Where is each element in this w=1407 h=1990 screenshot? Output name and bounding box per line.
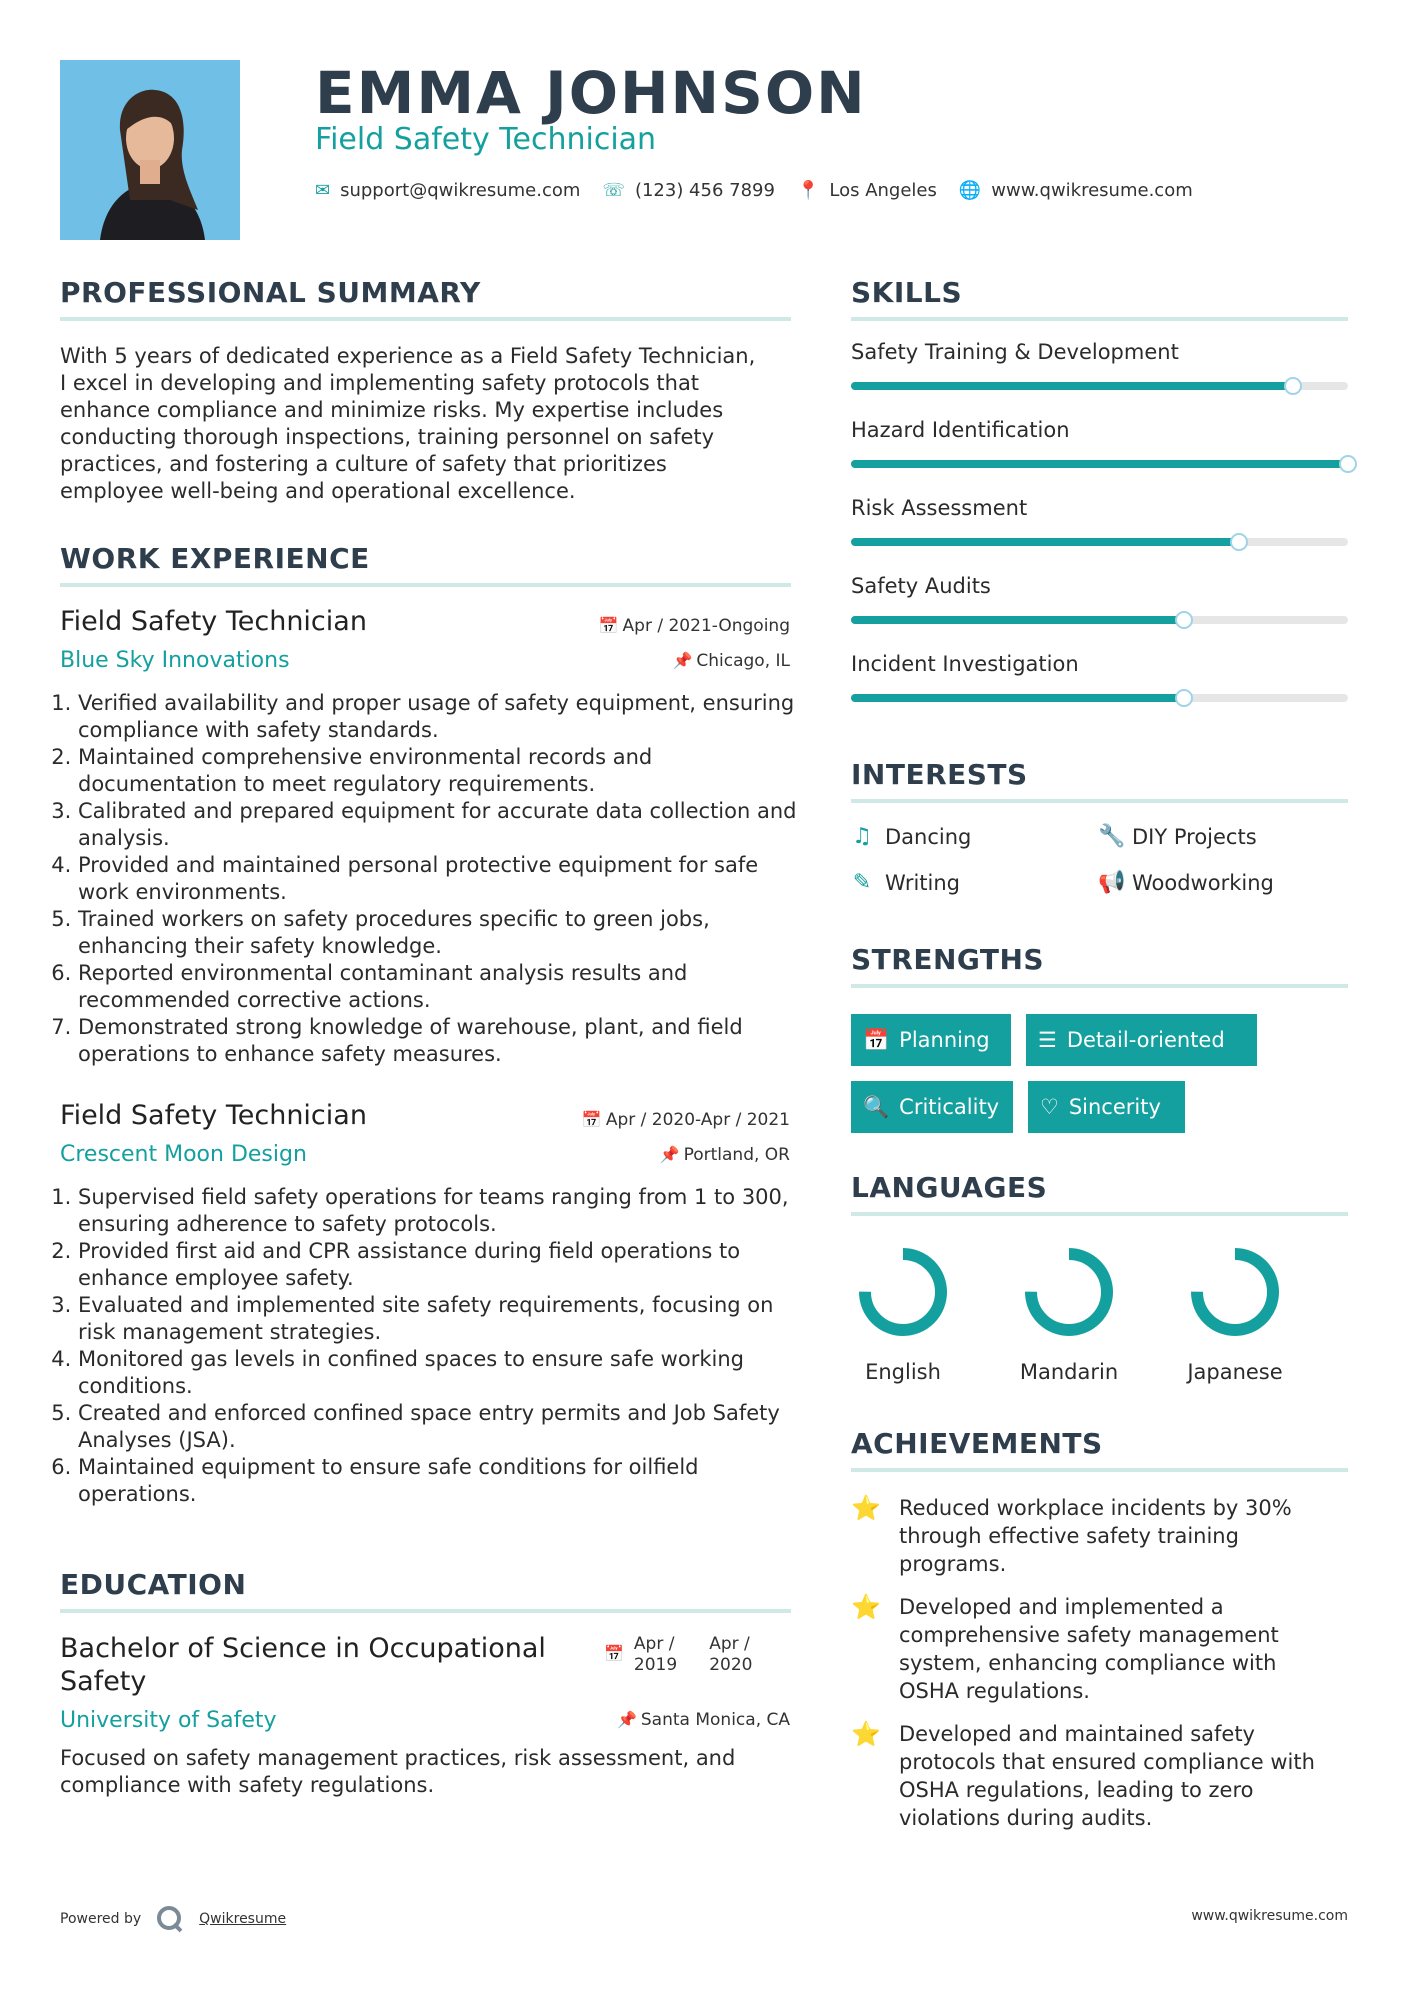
heart-icon: ♡ bbox=[1040, 1095, 1059, 1119]
education-dates bbox=[604, 1634, 752, 1676]
job-dates-text: Apr / 2020-Apr / 2021 bbox=[605, 1110, 790, 1130]
job-dates bbox=[582, 1110, 790, 1130]
summary-heading: PROFESSIONAL SUMMARY bbox=[60, 276, 791, 321]
achievement-line: comprehensive safety management bbox=[899, 1623, 1279, 1647]
achievement-item bbox=[851, 1494, 1348, 1578]
job-location bbox=[672, 651, 790, 671]
interest-item-woodworking bbox=[1098, 870, 1274, 895]
pencil-icon: ✎ bbox=[852, 870, 872, 895]
globe-icon: 🌐 bbox=[958, 180, 982, 201]
education-start bbox=[634, 1634, 677, 1676]
skill-bar bbox=[851, 694, 1348, 702]
job-company: Blue Sky Innovations bbox=[60, 648, 290, 673]
skill-item bbox=[851, 418, 1348, 468]
job-dates bbox=[599, 616, 790, 636]
degree-title bbox=[60, 1632, 546, 1698]
school-location bbox=[617, 1710, 790, 1730]
skill-label: Safety Training & Development bbox=[851, 340, 1179, 364]
languages-list bbox=[845, 1242, 1345, 1392]
summary-line: conducting thorough inspections, training personnel on safety bbox=[60, 425, 715, 449]
achievement-line: protocols that ensured compliance with bbox=[899, 1750, 1315, 1774]
achievements-heading: ACHIEVEMENTS bbox=[851, 1427, 1348, 1472]
interest-label: Dancing bbox=[885, 824, 972, 849]
contact-bar bbox=[315, 180, 1193, 201]
contact-email[interactable]: support@qwikresume.com bbox=[340, 180, 581, 201]
music-note-icon: ♫ bbox=[852, 824, 872, 849]
list-item: 2. Provided first aid and CPR assistance during field operations to enhance employee safety. bbox=[78, 1238, 813, 1292]
footer-powered-by bbox=[60, 1904, 286, 1934]
summary-text bbox=[60, 343, 800, 505]
strengths-heading: STRENGTHS bbox=[851, 943, 1348, 988]
language-label: Mandarin bbox=[1019, 1360, 1119, 1384]
contact-location: Los Angeles bbox=[829, 180, 937, 201]
languages-heading: LANGUAGES bbox=[851, 1171, 1348, 1216]
email-icon: ✉ bbox=[315, 180, 331, 201]
summary-line: With 5 years of dedicated experience as a Field Safety Technician, bbox=[60, 344, 756, 368]
skill-label: Safety Audits bbox=[851, 574, 991, 598]
skill-item bbox=[851, 496, 1348, 546]
degree-line: Safety bbox=[60, 1666, 147, 1697]
job-location-text: Chicago, IL bbox=[696, 651, 790, 671]
list-item: 5. Created and enforced confined space entry permits and Job Safety Analyses (JSA). bbox=[78, 1400, 813, 1454]
strength-chip-detail bbox=[1026, 1014, 1257, 1066]
contact-website[interactable]: www.qwikresume.com bbox=[991, 180, 1193, 201]
language-ring bbox=[1011, 1242, 1141, 1342]
star-icon: ⭐ bbox=[851, 1593, 881, 1621]
date-part: 2019 bbox=[633, 1655, 678, 1675]
date-part: 2020 bbox=[709, 1655, 753, 1675]
strength-label: Detail-oriented bbox=[1066, 1028, 1225, 1052]
qwikresume-logo-icon bbox=[155, 1904, 185, 1934]
skill-bar-knob bbox=[1284, 377, 1302, 395]
footer-website[interactable]: www.qwikresume.com bbox=[1191, 1908, 1348, 1924]
skill-bar-knob bbox=[1175, 689, 1193, 707]
skill-bar bbox=[851, 538, 1348, 546]
list-item: 7. Demonstrated strong knowledge of warehouse, plant, and field operations to enhance safety measures. bbox=[78, 1014, 813, 1068]
phone-icon: ☏ bbox=[602, 180, 625, 201]
school-location-text: Santa Monica, CA bbox=[640, 1710, 790, 1730]
achievement-line: system, enhancing compliance with bbox=[899, 1651, 1277, 1675]
achievement-line: OSHA regulations. bbox=[899, 1679, 1090, 1703]
school-name: University of Safety bbox=[60, 1708, 277, 1733]
experience-heading: WORK EXPERIENCE bbox=[60, 542, 791, 587]
language-item bbox=[1177, 1242, 1307, 1384]
job-dates-text: Apr / 2021-Ongoing bbox=[622, 616, 790, 636]
achievement-item bbox=[851, 1593, 1348, 1705]
pin-icon: 📌 bbox=[616, 1710, 637, 1729]
brand-link[interactable]: Qwikresume bbox=[199, 1911, 287, 1927]
skill-bar-knob bbox=[1175, 611, 1193, 629]
strength-chip-criticality bbox=[851, 1081, 1013, 1133]
star-icon: ⭐ bbox=[851, 1720, 881, 1748]
star-icon: ⭐ bbox=[851, 1494, 881, 1522]
language-label: Japanese bbox=[1187, 1360, 1283, 1384]
list-item: 6. Maintained equipment to ensure safe conditions for oilfield operations. bbox=[78, 1454, 813, 1508]
education-desc-line: Focused on safety management practices, risk assessment, and bbox=[60, 1746, 736, 1770]
achievement-line: programs. bbox=[899, 1552, 1007, 1576]
education-desc-line: compliance with safety regulations. bbox=[60, 1773, 435, 1797]
job-location-text: Portland, OR bbox=[683, 1145, 790, 1165]
interest-item-dancing bbox=[851, 824, 971, 849]
job-title: Field Safety Technician bbox=[60, 1100, 367, 1131]
achievement-item bbox=[851, 1720, 1348, 1832]
language-ring bbox=[845, 1242, 975, 1342]
candidate-name: EMMA JOHNSON bbox=[315, 59, 867, 127]
skill-label: Hazard Identification bbox=[851, 418, 1070, 442]
skill-item bbox=[851, 652, 1348, 702]
interest-label: DIY Projects bbox=[1132, 824, 1257, 849]
degree-line: Bachelor of Science in Occupational bbox=[60, 1633, 546, 1664]
summary-line: I excel in developing and implementing safety protocols that bbox=[60, 371, 700, 395]
skill-bar bbox=[851, 616, 1348, 624]
skill-bar-knob bbox=[1230, 533, 1248, 551]
achievement-line: Developed and maintained safety bbox=[899, 1722, 1255, 1746]
list-item: 3. Evaluated and implemented site safety requirements, focusing on risk management strategies. bbox=[78, 1292, 813, 1346]
list-item: 1. Supervised field safety operations for teams ranging from 1 to 300, ensuring adherence to safety protocols. bbox=[78, 1184, 813, 1238]
skill-label: Risk Assessment bbox=[851, 496, 1028, 520]
language-item bbox=[845, 1242, 975, 1384]
language-ring bbox=[1177, 1242, 1307, 1342]
job-duties-list bbox=[60, 690, 813, 1068]
interest-item-writing bbox=[851, 870, 960, 895]
skill-label: Incident Investigation bbox=[851, 652, 1079, 676]
strength-chip-sincerity bbox=[1028, 1081, 1185, 1133]
education-end bbox=[709, 1634, 752, 1676]
education-description bbox=[60, 1745, 800, 1799]
interest-item-diy bbox=[1098, 824, 1257, 849]
language-item bbox=[1011, 1242, 1141, 1384]
achievement-text bbox=[899, 1593, 1279, 1705]
skill-item bbox=[851, 574, 1348, 624]
skill-item bbox=[851, 340, 1348, 390]
list-item: 2. Maintained comprehensive environmental records and documentation to meet regulatory requirements. bbox=[78, 744, 813, 798]
calendar-icon: 📅 bbox=[604, 1644, 624, 1663]
candidate-role: Field Safety Technician bbox=[315, 122, 657, 157]
interests-heading: INTERESTS bbox=[851, 758, 1348, 803]
strength-label: Planning bbox=[899, 1028, 990, 1052]
achievement-line: Reduced workplace incidents by 30% bbox=[899, 1496, 1292, 1520]
list-item: 1. Verified availability and proper usage of safety equipment, ensuring compliance with safety standards. bbox=[78, 690, 813, 744]
summary-line: employee well-being and operational excellence. bbox=[60, 479, 576, 503]
pin-icon: 📌 bbox=[672, 651, 693, 670]
skill-bar-fill bbox=[851, 616, 1184, 624]
job-title: Field Safety Technician bbox=[60, 606, 367, 637]
skill-bar-fill bbox=[851, 460, 1348, 468]
calendar-icon: 📅 bbox=[598, 616, 619, 635]
megaphone-icon: 📢 bbox=[1098, 870, 1126, 895]
summary-line: practices, and fostering a culture of safety that prioritizes bbox=[60, 452, 667, 476]
strength-label: Criticality bbox=[899, 1095, 1000, 1119]
date-part: Apr / bbox=[709, 1634, 750, 1654]
achievement-text bbox=[899, 1494, 1292, 1578]
list-item: 3. Calibrated and prepared equipment for accurate data collection and analysis. bbox=[78, 798, 813, 852]
skill-bar-fill bbox=[851, 382, 1293, 390]
location-pin-icon: 📍 bbox=[796, 180, 820, 201]
job-company: Crescent Moon Design bbox=[60, 1142, 307, 1167]
strength-chip-planning bbox=[851, 1014, 1011, 1066]
skill-bar bbox=[851, 382, 1348, 390]
search-icon: 🔍 bbox=[863, 1094, 890, 1119]
pin-icon: 📌 bbox=[659, 1145, 680, 1164]
skill-bar-fill bbox=[851, 694, 1184, 702]
powered-by-text: Powered by bbox=[60, 1911, 142, 1927]
skill-bar-fill bbox=[851, 538, 1239, 546]
skill-bar-knob bbox=[1339, 455, 1357, 473]
list-item: 6. Reported environmental contaminant analysis results and recommended corrective actions. bbox=[78, 960, 813, 1014]
calendar-icon: 📅 bbox=[581, 1110, 602, 1129]
job-duties-list bbox=[60, 1184, 813, 1508]
contact-phone[interactable]: (123) 456 7899 bbox=[634, 180, 775, 201]
list-item: 5. Trained workers on safety procedures specific to green jobs, enhancing their safety knowledge. bbox=[78, 906, 813, 960]
achievement-text bbox=[899, 1720, 1315, 1832]
list-item: 4. Monitored gas levels in confined spaces to ensure safe working conditions. bbox=[78, 1346, 813, 1400]
interest-label: Writing bbox=[885, 870, 960, 895]
list-item: 4. Provided and maintained personal protective equipment for safe work environments. bbox=[78, 852, 813, 906]
achievement-line: OSHA regulations, leading to zero bbox=[899, 1778, 1254, 1802]
wrench-icon: 🔧 bbox=[1098, 824, 1126, 849]
strength-label: Sincerity bbox=[1068, 1095, 1161, 1119]
interest-label: Woodworking bbox=[1132, 870, 1274, 895]
skills-heading: SKILLS bbox=[851, 276, 1348, 321]
achievement-line: through effective safety training bbox=[899, 1524, 1239, 1548]
profile-photo bbox=[60, 60, 240, 240]
date-part: Apr / bbox=[633, 1634, 675, 1654]
calendar-icon: 📅 bbox=[863, 1027, 890, 1052]
job-location bbox=[660, 1145, 790, 1165]
achievement-line: violations during audits. bbox=[899, 1806, 1153, 1830]
list-icon: ☰ bbox=[1038, 1028, 1057, 1052]
summary-line: enhance compliance and minimize risks. My expertise includes bbox=[60, 398, 724, 422]
avatar bbox=[60, 60, 240, 240]
skill-bar bbox=[851, 460, 1348, 468]
achievement-line: Developed and implemented a bbox=[899, 1595, 1224, 1619]
education-heading: EDUCATION bbox=[60, 1568, 791, 1613]
language-label: English bbox=[865, 1360, 941, 1384]
